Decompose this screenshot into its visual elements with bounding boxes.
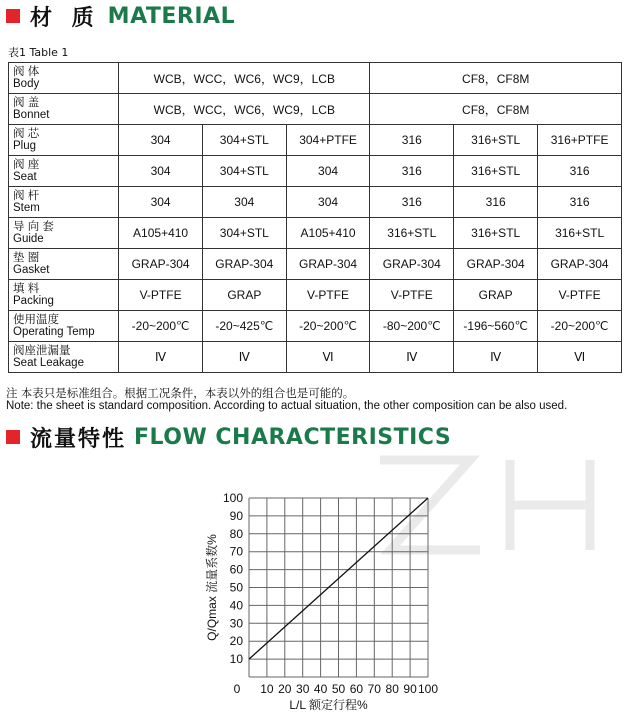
row-label	[9, 311, 119, 342]
table-row	[9, 187, 622, 218]
table-cell: V-PTFE	[119, 280, 203, 311]
table-cell: 304+STL	[202, 218, 286, 249]
table-row	[9, 63, 622, 94]
y-tick-label: 50	[229, 580, 243, 595]
x-axis-label: L/L 额定行程%	[289, 698, 368, 712]
y-tick-label: 10	[229, 652, 243, 667]
table-cell: 316	[370, 156, 454, 187]
table-cell: A105+410	[286, 218, 370, 249]
x-tick-label: 80	[385, 682, 399, 696]
x-tick-label: 20	[278, 682, 292, 696]
x-tick-label: 100	[417, 682, 439, 696]
table-cell: GRAP-304	[119, 249, 203, 280]
table-cell: CF8，CF8M	[370, 94, 622, 125]
table-cell: Ⅳ	[454, 342, 538, 373]
x-tick-label: 10	[260, 682, 274, 696]
table-row	[9, 218, 622, 249]
table-row	[9, 156, 622, 187]
row-label-en: Stem	[13, 202, 40, 214]
material-table	[8, 62, 622, 373]
row-label-cn: 阀 座	[13, 159, 40, 171]
table-cell: -20~200℃	[286, 311, 370, 342]
table-cell: 316+STL	[454, 125, 538, 156]
table-cell: V-PTFE	[286, 280, 370, 311]
table-cell: Ⅳ	[202, 342, 286, 373]
table-cell: 316	[454, 187, 538, 218]
red-square-icon	[6, 9, 20, 23]
table-cell: GRAP-304	[538, 249, 622, 280]
table-cell: GRAP	[202, 280, 286, 311]
table-cell: 316	[370, 125, 454, 156]
y-tick-label: 20	[229, 634, 243, 649]
table-cell: V-PTFE	[538, 280, 622, 311]
row-label	[9, 156, 119, 187]
table-row	[9, 311, 622, 342]
table-cell: -80~200℃	[370, 311, 454, 342]
flow-heading	[6, 424, 451, 450]
row-label-en: Seat Leakage	[13, 357, 84, 369]
table-cell: WCB，WCC，WC6，WC9，LCB	[119, 94, 370, 125]
table-cell: -20~200℃	[538, 311, 622, 342]
table-cell: GRAP-304	[202, 249, 286, 280]
y-tick-label: 80	[229, 526, 243, 541]
row-label	[9, 218, 119, 249]
table-cell: Ⅵ	[538, 342, 622, 373]
row-label-cn: 导 向 套	[13, 221, 54, 233]
y-tick-label: 90	[229, 508, 243, 523]
table-cell: Ⅳ	[370, 342, 454, 373]
row-label-cn: 阀 芯	[13, 128, 40, 140]
flow-title-en: FLOW CHARACTERISTICS	[134, 424, 452, 450]
table-cell: -20~425℃	[202, 311, 286, 342]
table-cell: 304+STL	[202, 156, 286, 187]
y-axis-label: Q/Qmax 流量系数%	[205, 534, 219, 641]
flow-chart	[200, 487, 440, 712]
x-tick-label: 40	[313, 682, 328, 696]
flow-title-cn: 流量特性	[30, 426, 127, 452]
table-row	[9, 249, 622, 280]
table-row	[9, 280, 622, 311]
row-label-en: Bonnet	[13, 109, 50, 121]
table-cell: CF8，CF8M	[370, 63, 622, 94]
table-cell: 316	[538, 156, 622, 187]
x-tick-label: 50	[331, 682, 346, 696]
x-tick-label: 30	[296, 682, 310, 696]
table-cell: 316	[538, 187, 622, 218]
table-cell: GRAP	[454, 280, 538, 311]
x-tick-label: 90	[403, 682, 417, 696]
row-label-en: Operating Temp	[13, 326, 95, 338]
row-label	[9, 342, 119, 373]
y-tick-label: 60	[229, 562, 243, 577]
row-label-cn: 填 料	[13, 283, 40, 295]
table-cell: 316+STL	[454, 218, 538, 249]
red-square-icon	[6, 430, 20, 444]
table-cell: -20~200℃	[119, 311, 203, 342]
table-cell: WCB，WCC，WC6，WC9，LCB	[119, 63, 370, 94]
table-row	[9, 125, 622, 156]
row-label-en: Gasket	[13, 264, 50, 276]
row-label-cn: 阀座泄漏量	[13, 345, 71, 357]
table-cell: 304	[119, 125, 203, 156]
row-label	[9, 125, 119, 156]
y-tick-label: 30	[229, 616, 243, 631]
table-cell: 304	[286, 187, 370, 218]
y-tick-label: 40	[229, 598, 243, 613]
table-cell: A105+410	[119, 218, 203, 249]
material-heading	[6, 3, 235, 29]
table-cell: 316+PTFE	[538, 125, 622, 156]
row-label-cn: 垫 圈	[13, 252, 40, 264]
table-cell: Ⅳ	[119, 342, 203, 373]
table-cell: 316+STL	[370, 218, 454, 249]
table-row	[9, 342, 622, 373]
row-label-cn: 阀 杆	[13, 190, 40, 202]
y-tick-label: 70	[229, 544, 243, 559]
row-label-en: Packing	[13, 295, 54, 307]
table-cell: 304	[119, 187, 203, 218]
material-title-en: MATERIAL	[107, 3, 236, 29]
note-cn: 注 本表只是标准组合。根据工况条件，本表以外的组合也是可能的。	[6, 388, 355, 400]
table-caption: 表1 Table 1	[8, 46, 69, 59]
y-tick-label: 100	[222, 491, 243, 505]
row-label	[9, 280, 119, 311]
origin-tick-label: 0	[233, 682, 241, 696]
row-label	[9, 63, 119, 94]
table-cell: 304	[286, 156, 370, 187]
row-label	[9, 94, 119, 125]
row-label-cn: 阀 盖	[13, 97, 40, 109]
row-label-en: Plug	[13, 140, 37, 152]
table-cell: 304+STL	[202, 125, 286, 156]
row-label-en: Guide	[13, 233, 44, 245]
table-cell: 304	[119, 156, 203, 187]
row-label-cn: 使用温度	[13, 314, 59, 326]
table-cell: 316+STL	[538, 218, 622, 249]
table-cell: 316	[370, 187, 454, 218]
table-cell: V-PTFE	[370, 280, 454, 311]
row-label	[9, 249, 119, 280]
x-tick-label: 70	[367, 682, 381, 696]
table-row	[9, 94, 622, 125]
table-cell: GRAP-304	[286, 249, 370, 280]
note-en: Note: the sheet is standard composition. According to actual situation, the other composition can be also used.	[6, 400, 568, 412]
row-label-en: Body	[13, 78, 40, 90]
material-title-cn: 材 质	[30, 5, 100, 31]
table-cell: 316+STL	[454, 156, 538, 187]
table-cell: 304	[202, 187, 286, 218]
row-label-cn: 阀 体	[13, 66, 40, 78]
table-cell: GRAP-304	[454, 249, 538, 280]
table-cell: 304+PTFE	[286, 125, 370, 156]
table-cell: -196~560℃	[454, 311, 538, 342]
x-tick-label: 60	[349, 682, 364, 696]
row-label-en: Seat	[13, 171, 37, 183]
row-label	[9, 187, 119, 218]
table-cell: Ⅵ	[286, 342, 370, 373]
table-cell: GRAP-304	[370, 249, 454, 280]
